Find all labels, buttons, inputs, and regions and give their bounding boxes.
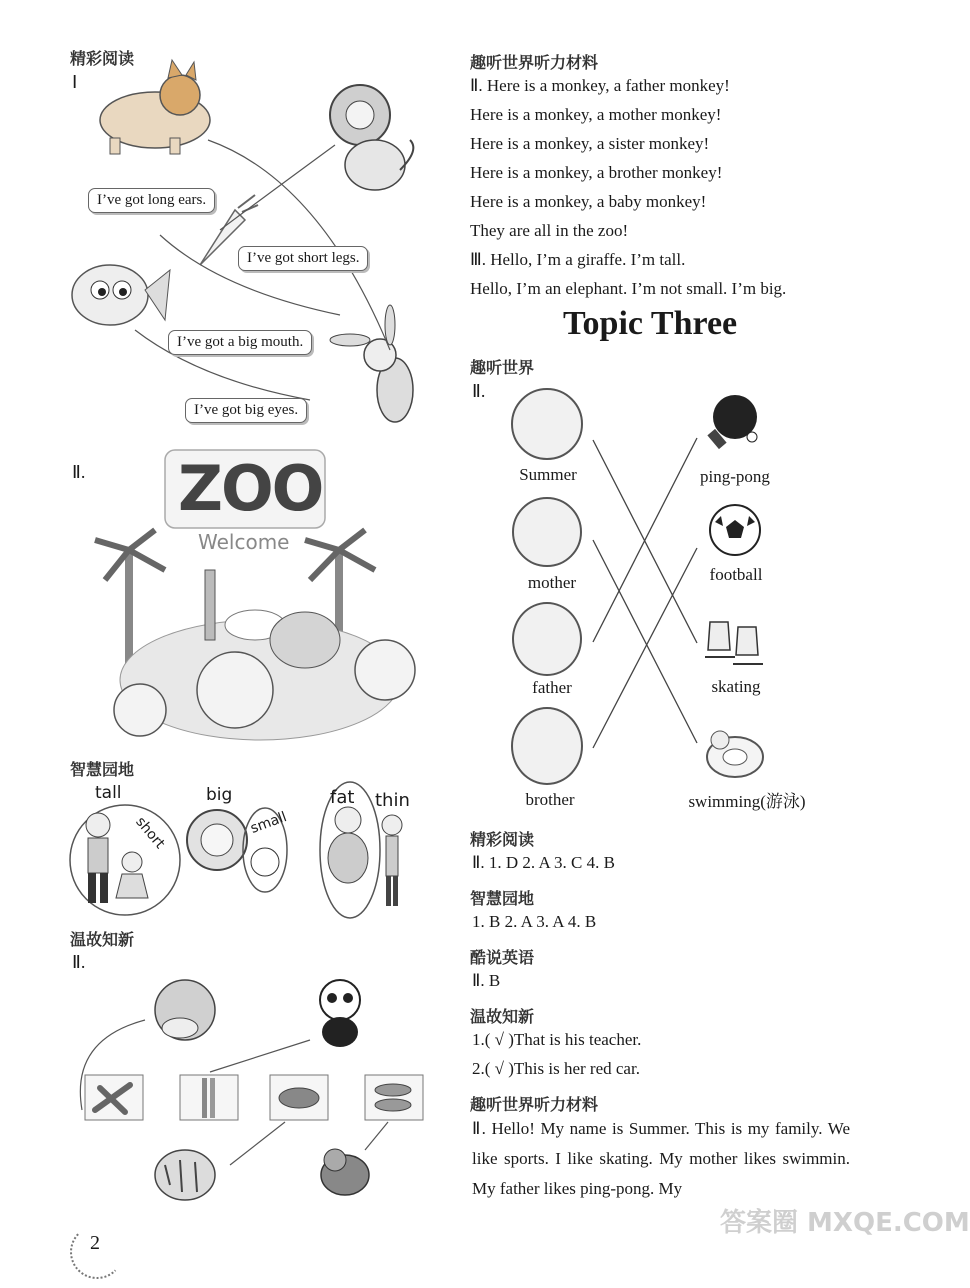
word-short: short (132, 814, 168, 852)
script-line-1: Ⅱ. Here is a monkey, a father monkey! (470, 76, 730, 95)
fish-image (72, 265, 170, 325)
brother-face-image (511, 707, 583, 785)
bubble-long-ears: I’ve got long ears. (88, 188, 215, 213)
word-big: big (206, 785, 233, 805)
script-line-5: Here is a monkey, a baby monkey! (470, 192, 707, 211)
section-title-wisdom-right: 智慧园地 (470, 889, 535, 908)
section-title-listening: 趣听世界 (470, 358, 535, 377)
bubble-big-eyes: I’ve got big eyes. (185, 398, 307, 423)
section-title-listening-script-2: 趣听世界听力材料 (470, 1095, 599, 1114)
corgi-dog-image (100, 60, 210, 154)
matching-lines (580, 430, 710, 760)
section-title-speaking: 酷说英语 (470, 948, 535, 967)
speaking-answer: Ⅱ. B (472, 971, 501, 990)
mother-face-image (512, 497, 582, 567)
label-ping-pong: ping-pong (700, 467, 770, 486)
watermark-logo: 答案圈 MXQE.COM (720, 1208, 970, 1238)
ice-skates-icon (700, 612, 770, 672)
food-chain-illustration (70, 970, 440, 1210)
roman-numeral-right: Ⅱ. (472, 381, 486, 401)
fish-card (365, 1075, 423, 1120)
tiger-image (155, 1150, 215, 1200)
label-football: football (709, 565, 763, 584)
word-fat: fat (330, 787, 355, 808)
script-line-7: Ⅲ. Hello, I’m a giraffe. I’m tall. (470, 250, 686, 269)
reading-answers: Ⅱ. 1. D 2. A 3. C 4. B (472, 853, 615, 872)
opposites-illustration (70, 780, 420, 920)
word-small: small (248, 809, 289, 837)
section-title-wisdom: 智慧园地 (70, 760, 135, 779)
roman-numeral-2: Ⅱ. (72, 462, 86, 482)
label-father: father (532, 678, 572, 697)
label-skating: skating (711, 677, 761, 696)
swim-ring-icon (700, 722, 770, 782)
tall-short-pair (70, 805, 180, 915)
bubble-short-legs: I’ve got short legs. (238, 246, 368, 271)
section-title-listening-script: 趣听世界听力材料 (470, 53, 599, 72)
section-title-reading: 精彩阅读 (70, 49, 135, 68)
zoo-welcome: Welcome (198, 530, 290, 554)
label-summer: Summer (519, 465, 577, 484)
bubble-big-mouth: I’ve got a big mouth. (168, 330, 312, 355)
ping-pong-icon (700, 392, 770, 452)
cat-image (321, 1149, 369, 1195)
section-title-review-right: 温故知新 (470, 1007, 535, 1026)
review-answer-1: 1.( √ )That is his teacher. (472, 1030, 642, 1049)
word-thin: thin (375, 790, 410, 811)
panda-image (320, 980, 360, 1047)
script-line-2: Here is a monkey, a mother monkey! (470, 105, 722, 124)
summer-face-image (511, 388, 583, 460)
script-line-6: They are all in the zoo! (470, 221, 629, 240)
label-mother: mother (527, 573, 577, 592)
listening-script-paragraph: Ⅱ. Hello! My name is Summer. This is my family. We like sports. I like skating. My mother likes swimmin. My father likes ping-pong. My (472, 1119, 850, 1198)
topic-heading: Topic Three (563, 305, 738, 342)
bamboo-card (180, 1075, 238, 1120)
page-number: 2 (90, 1232, 100, 1254)
review-answer-2: 2.( √ )This is her red car. (472, 1059, 640, 1078)
script-line-3: Here is a monkey, a sister monkey! (470, 134, 710, 153)
script-line-8: Hello, I’m an elephant. I’m not small. I’m big. (470, 279, 787, 298)
lion-image (330, 85, 413, 190)
wisdom-answers: 1. B 2. A 3. A 4. B (472, 912, 597, 931)
zoo-title: ZOO (178, 452, 323, 525)
father-face-image (512, 602, 582, 676)
dog-image (155, 980, 215, 1040)
section-title-reading-right: 精彩阅读 (470, 830, 535, 849)
script-line-4: Here is a monkey, a brother monkey! (470, 163, 723, 182)
label-brother: brother (525, 790, 575, 809)
rabbit-image (330, 305, 413, 422)
word-tall: tall (95, 783, 122, 803)
section-title-review: 温故知新 (70, 930, 135, 949)
roman-numeral-3: Ⅱ. (72, 952, 86, 972)
roman-numeral: Ⅰ (72, 72, 78, 92)
football-icon (707, 502, 763, 558)
label-swimming: swimming(游泳) (688, 792, 806, 811)
